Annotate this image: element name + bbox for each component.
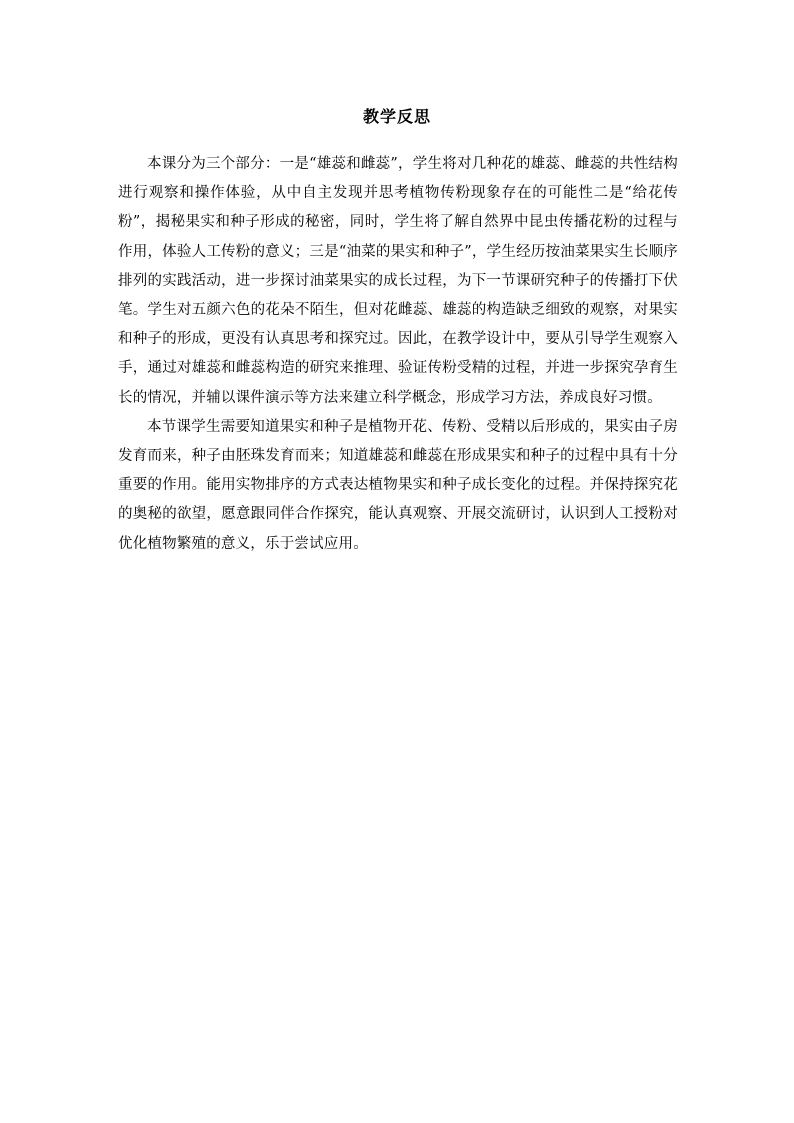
paragraph-course-overview: 本课分为三个部分：一是“雄蕊和雌蕊”，学生将对几种花的雄蕊、雌蕊的共性结构进行观察和操作体验，从中自主发现并思考植物传粉现象存在的可能性二是“给花传粉”，揭秘果实和种子形成的秘密，同时，学生将了解自然界中昆虫传播花粉的过程与作用，体验人工传粉的意义；三是“油菜的果实和种子”，学生经历按油菜果实生长顺序排列的实践活动，进一步探讨油菜果实的成长过程，为下一节课研究种子的传播打下伏笔。学生对五颜六色的花朵不陌生，但对花雌蕊、雄蕊的构造缺乏细致的观察，对果实和种子的形成，更没有认真思考和探究过。因此，在教学设计中，要从引导学生观察入手，通过对雄蕊和雌蕊构造的研究来推理、验证传粉受精的过程，并进一步探究孕育生长的情况，并辅以课件演示等方法来建立科学概念，形成学习方法，养成良好习惯。 (118, 156, 678, 406)
page-title: 教学反思 (362, 107, 431, 126)
document-body (118, 150, 678, 559)
paragraph-learning-goals: 本节课学生需要知道果实和种子是植物开花、传粉、受精以后形成的，果实由子房发育而来，种子由胚珠发育而来；知道雄蕊和雌蕊在形成果实和种子的过程中具有十分重要的作用。能用实物排序的方式表达植物果实和种子成长变化的过程。并保持探究花的奥秘的欲望，愿意跟同伴合作探究，能认真观察、开展交流研讨，认识到人工授粉对优化植物繁殖的意义，乐于尝试应用。 (118, 418, 678, 552)
